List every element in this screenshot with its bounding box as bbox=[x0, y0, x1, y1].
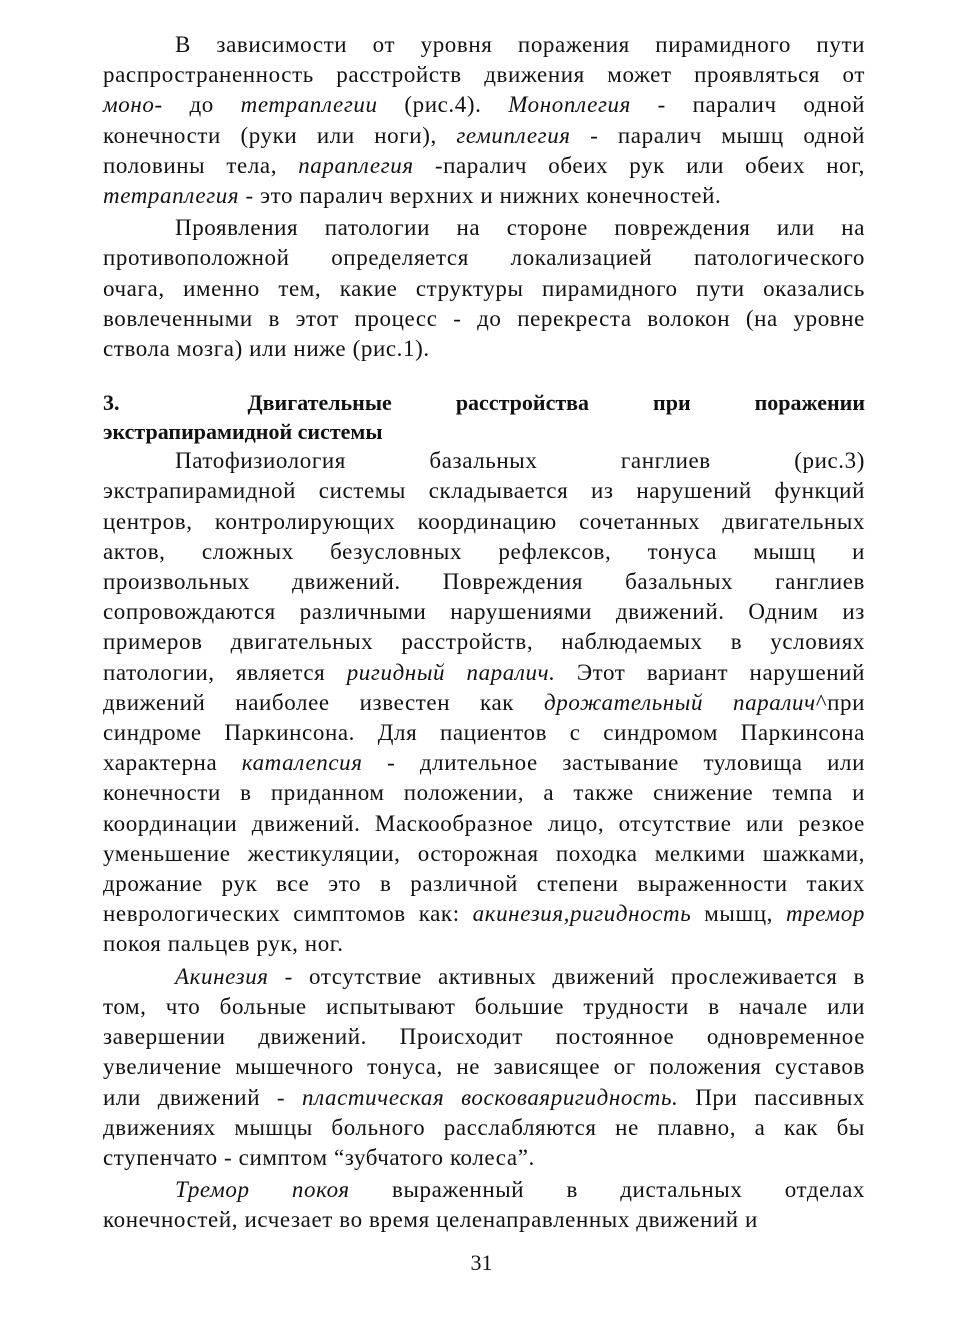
text-run: - отсутствие активных движений прослеживается в bbox=[268, 963, 865, 989]
document-page bbox=[103, 30, 865, 1236]
text-line bbox=[103, 274, 865, 304]
text-run: - длительное застывание туловища или bbox=[362, 750, 865, 776]
text-line bbox=[103, 929, 865, 959]
text-run: до bbox=[162, 92, 241, 118]
text-line bbox=[103, 30, 865, 60]
text-run: координации движений. Маскообразное лицо, отсутствие или резкое bbox=[103, 810, 865, 836]
paragraph bbox=[103, 962, 865, 1173]
text-run: произвольных движений. Повреждения базальных ганглиев bbox=[103, 569, 865, 595]
text-run: - паралич мышц одной bbox=[570, 122, 865, 148]
text-run: том, что больные испытывают большие трудности в начале или bbox=[103, 993, 865, 1019]
text-run: - паралич одной bbox=[630, 92, 866, 118]
text-line bbox=[103, 446, 865, 476]
text-line bbox=[103, 1083, 865, 1113]
text-run: актов, сложных безусловных рефлексов, тонуса мышц и bbox=[103, 538, 865, 564]
text-run: конечности в приданном положении, а также снижение темпа и bbox=[103, 780, 865, 806]
italic-term: акинезия,ригидность bbox=[472, 901, 692, 927]
text-line bbox=[103, 658, 865, 688]
paragraph bbox=[103, 1175, 865, 1235]
text-run: распространенность расстройств движения может проявляться от bbox=[103, 62, 865, 88]
text-run: завершении движений. Происходит постоянное одновременное bbox=[103, 1024, 865, 1050]
text-run: центров, контролирующих координацию сочетанных двигательных bbox=[103, 508, 865, 534]
text-line bbox=[103, 537, 865, 567]
text-run: вовлеченными в этот процесс - до перекреста волокон (на уровне bbox=[103, 305, 865, 331]
text-line bbox=[103, 243, 865, 273]
text-line bbox=[103, 1022, 865, 1052]
section-heading-line-2: экстрапирамидной системы bbox=[103, 419, 383, 445]
text-line bbox=[103, 962, 865, 992]
text-run: примеров двигательных расстройств, наблюдаемых в условиях bbox=[103, 629, 865, 655]
text-run: движений наиболее известен как bbox=[103, 689, 544, 715]
text-run: неврологических симптомов как: bbox=[103, 901, 473, 927]
text-line bbox=[103, 688, 865, 718]
text-line bbox=[103, 718, 865, 748]
text-line bbox=[103, 839, 865, 869]
paragraph bbox=[103, 30, 865, 211]
text-line bbox=[103, 809, 865, 839]
italic-term: параплегия bbox=[298, 152, 414, 178]
text-line bbox=[103, 507, 865, 537]
text-line bbox=[103, 476, 865, 506]
text-line bbox=[103, 90, 865, 120]
text-run: синдроме Паркинсона. Для пациентов с синдромом Паркинсона bbox=[103, 720, 865, 746]
text-line bbox=[103, 1113, 865, 1143]
text-run: ступенчато - симптом “зубчатого колеса”. bbox=[103, 1144, 535, 1170]
text-block-extrapyramidal bbox=[103, 446, 865, 1235]
paragraph bbox=[103, 213, 865, 364]
text-run: очага, именно тем, какие структуры пирамидного пути оказались bbox=[103, 275, 865, 301]
text-run: характерна bbox=[103, 750, 242, 776]
text-line bbox=[103, 60, 865, 90]
text-run: половины тела, bbox=[103, 152, 299, 178]
text-run: Патофизиология базальных ганглиев (рис.3) bbox=[175, 448, 865, 474]
text-line bbox=[103, 1143, 865, 1173]
text-line bbox=[103, 597, 865, 627]
text-run: ^при bbox=[815, 689, 865, 715]
section-heading-line-1: 3. Двигательные расстройства при поражении bbox=[103, 390, 865, 416]
text-block-pyramidal bbox=[103, 30, 865, 364]
text-line bbox=[103, 121, 865, 151]
italic-term: тремор bbox=[785, 901, 865, 927]
italic-term: каталепсия bbox=[241, 750, 363, 776]
text-run: экстрапирамидной системы складывается из нарушений функций bbox=[103, 478, 865, 504]
italic-term: Акинезия bbox=[175, 963, 269, 989]
text-run: покоя пальцев рук, ног. bbox=[103, 931, 344, 957]
italic-term: Тремор покоя bbox=[175, 1177, 350, 1203]
text-line bbox=[103, 748, 865, 778]
text-line bbox=[103, 627, 865, 657]
text-line bbox=[103, 1205, 865, 1235]
text-run: движениях мышцы больного расслабляются не плавно, а как бы bbox=[103, 1114, 865, 1140]
page-number: 31 bbox=[470, 1250, 493, 1275]
text-line bbox=[103, 992, 865, 1022]
italic-term: дрожательный паралич bbox=[543, 689, 816, 715]
italic-term: ригидный паралич. bbox=[346, 659, 556, 685]
text-run: дрожание рук все это в различной степени выраженности таких bbox=[103, 871, 865, 897]
text-run: или движений - bbox=[103, 1084, 303, 1110]
text-run: уменьшение жестикуляции, осторожная походка мелкими шажками, bbox=[103, 840, 865, 866]
text-line bbox=[103, 213, 865, 243]
text-run: - это паралич верхних и нижних конечностей. bbox=[239, 183, 722, 209]
text-line bbox=[103, 567, 865, 597]
text-run: При пассивных bbox=[678, 1084, 865, 1110]
italic-term: тетраплегии bbox=[240, 92, 378, 118]
italic-term: тетраплегия bbox=[103, 183, 240, 209]
text-line bbox=[103, 1052, 865, 1082]
text-line bbox=[103, 304, 865, 334]
text-line bbox=[103, 1175, 865, 1205]
text-line bbox=[103, 869, 865, 899]
text-run: ствола мозга) или ниже (рис.1). bbox=[103, 336, 430, 362]
text-run: выраженный в дистальных отделах bbox=[349, 1177, 865, 1203]
text-run: мышц, bbox=[691, 901, 786, 927]
text-line bbox=[103, 181, 865, 211]
italic-term: моно- bbox=[103, 92, 163, 118]
text-line bbox=[103, 778, 865, 808]
text-run: конечностей, исчезает во время целенаправленных движений и bbox=[103, 1207, 758, 1233]
text-run: патологии, является bbox=[103, 659, 347, 685]
text-run: Проявления патологии на стороне повреждения или на bbox=[175, 215, 865, 241]
paragraph bbox=[103, 446, 865, 959]
text-run: Этот вариант нарушений bbox=[555, 659, 865, 685]
text-run: (рис.4). bbox=[377, 92, 509, 118]
text-run: увеличение мышечного тонуса, не зависящее ог положения суставов bbox=[103, 1054, 865, 1080]
text-line bbox=[103, 151, 865, 181]
text-run: конечности (руки или ноги), bbox=[103, 122, 457, 148]
text-run: сопровождаются различными нарушениями движений. Одним из bbox=[103, 599, 865, 625]
italic-term: гемиплегия bbox=[456, 122, 571, 148]
text-run: В зависимости от уровня поражения пирамидного пути bbox=[175, 32, 865, 57]
text-line bbox=[103, 334, 865, 364]
text-line bbox=[103, 899, 865, 929]
text-run: противоположной определяется локализацией патологического bbox=[103, 245, 865, 271]
italic-term: Моноплегия bbox=[508, 92, 631, 118]
text-run: -паралич обеих рук или обеих ног, bbox=[413, 152, 865, 178]
section-heading bbox=[103, 388, 865, 446]
italic-term: пластическая восковаяригидность. bbox=[302, 1084, 679, 1110]
